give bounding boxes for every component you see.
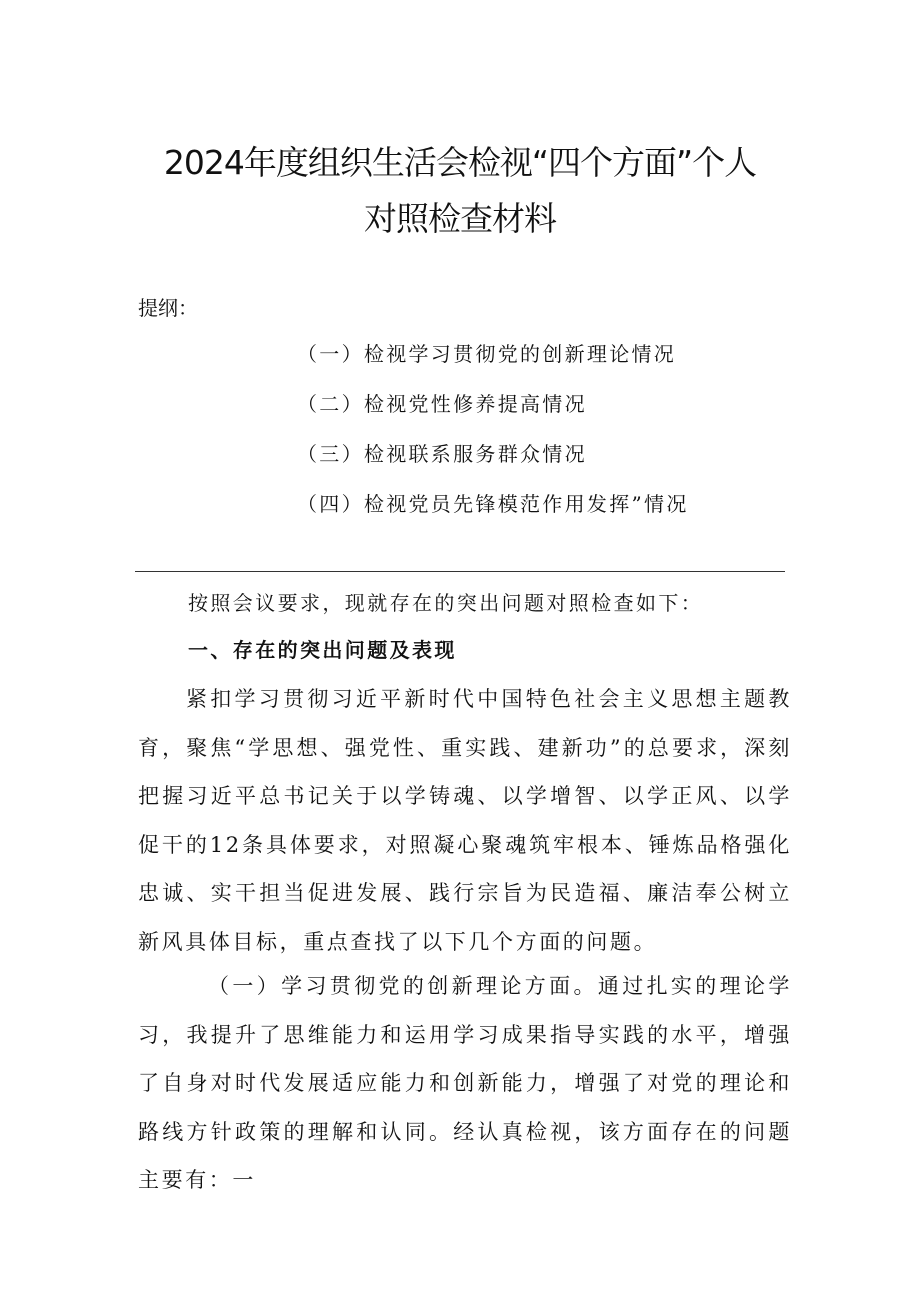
outline-item-3: （三）检视联系服务群众情况 — [297, 442, 587, 466]
outline-label: 提纲： — [138, 296, 198, 320]
outline-list — [297, 339, 689, 539]
section-heading: 一、存在的突出问题及表现 — [188, 638, 457, 662]
divider-line — [135, 571, 785, 572]
outline-item-2: （二）检视党性修养提高情况 — [297, 392, 587, 416]
document-title-line-1: 2024年度组织生活会检视“四个方面”个人 — [163, 143, 757, 182]
outline-item-4: （四）检视党员先锋模范作用发挥”情况 — [297, 492, 689, 516]
body-paragraph-2: （一）学习贯彻党的创新理论方面。通过扎实的理论学习，我提升了思维能力和运用学习成果指导实践的水平，增强了自身对时代发展适应能力和创新能力，增强了对党的理论和路线方针政策的理解和认同。经认真检视，该方面存在的问题主要有：一 — [138, 974, 792, 1192]
outline-item-1: （一）检视学习贯彻党的创新理论情况 — [297, 342, 677, 366]
document-title-line-2: 对照检查材料 — [364, 199, 556, 238]
body-paragraph-1: 紧扣学习贯彻习近平新时代中国特色社会主义思想主题教育，聚焦“学思想、强党性、重实践、建新功”的总要求，深刻把握习近平总书记关于以学铸魂、以学增智、以学正风、以学促干的12条具体要求，对照凝心聚魂筑牢根本、锤炼品格强化忠诚、实干担当促进发展、践行宗旨为民造福、廉洁奉公树立新风具体目标，重点查找了以下几个方面的问题。 — [138, 687, 792, 954]
intro-sentence: 按照会议要求，现就存在的突出问题对照检查如下： — [188, 591, 704, 615]
